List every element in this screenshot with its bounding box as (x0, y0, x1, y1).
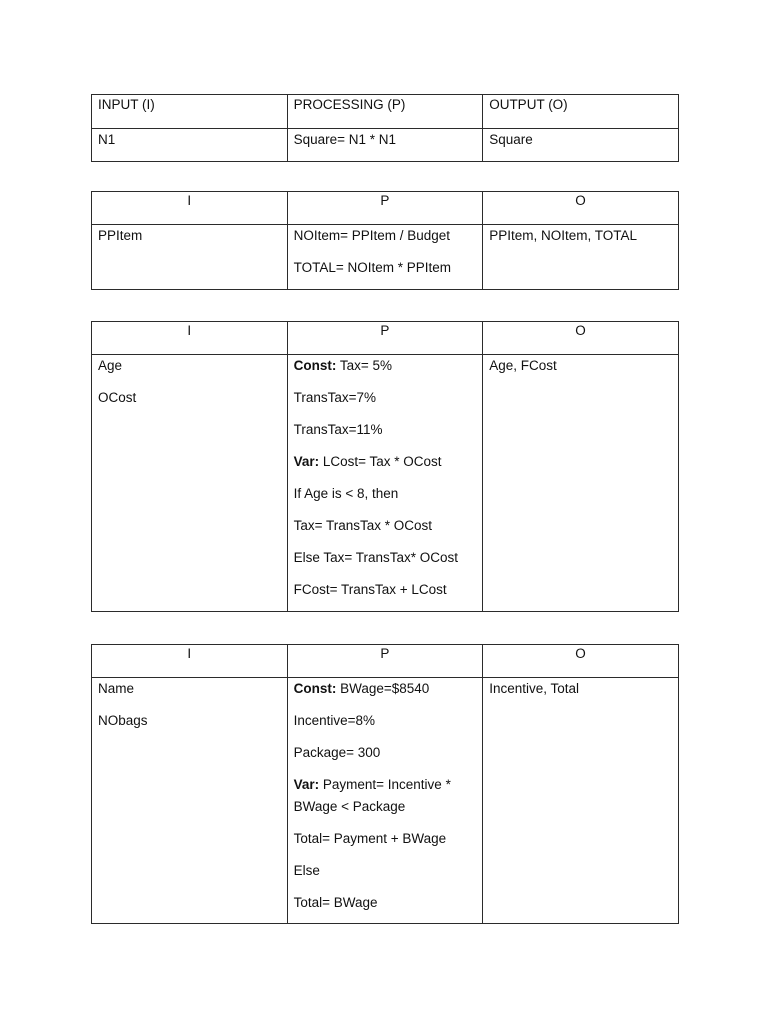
output-cell (483, 129, 679, 162)
processing-cell (287, 225, 483, 290)
input-line: NObags (98, 713, 148, 728)
processing-statement (294, 710, 477, 732)
processing-statement (294, 451, 477, 473)
statement-text: TransTax=7% (293, 390, 377, 405)
input-cell (92, 129, 288, 162)
header-processing: PROCESSING (P) (287, 95, 483, 129)
table-header-row (92, 95, 679, 129)
header-processing: P (287, 192, 483, 225)
ipo-table-4 (91, 644, 679, 924)
processing-statement (294, 355, 477, 377)
header-input: I (92, 645, 288, 678)
statement-text: Square= N1 * N1 (293, 132, 397, 147)
output-cell (483, 355, 679, 612)
processing-statement (294, 774, 477, 818)
table-header-row (92, 192, 679, 225)
table-header-row (92, 645, 679, 678)
statement-text: NOItem= PPItem / Budget (293, 228, 451, 243)
statement-text: TransTax=11% (293, 422, 383, 437)
keyword-label: Var: (293, 777, 320, 792)
output-line: Square (489, 132, 533, 147)
processing-cell (287, 355, 483, 612)
statement-text: FCost= TransTax + LCost (293, 582, 447, 597)
table-header-row (92, 322, 679, 355)
keyword-label: Var: (293, 454, 320, 469)
table-row (92, 678, 679, 924)
header-input: I (92, 322, 288, 355)
processing-statement (294, 419, 477, 441)
output-cell (483, 225, 679, 290)
processing-cell (287, 678, 483, 924)
input-line: N1 (98, 132, 116, 147)
statement-text: LCost= Tax * OCost (319, 454, 442, 469)
input-cell (92, 225, 288, 290)
header-input: INPUT (I) (92, 95, 288, 129)
statement-text: Tax= 5% (336, 358, 393, 373)
processing-statement (294, 515, 477, 537)
processing-statement (294, 892, 477, 914)
statement-text: Else Tax= TransTax* OCost (293, 550, 459, 565)
input-line: PPItem (98, 228, 143, 243)
statement-text: Else (293, 863, 320, 878)
input-line: Age (98, 358, 123, 373)
header-input: I (92, 192, 288, 225)
output-line: Age, FCost (489, 358, 557, 373)
statement-text: Tax= TransTax * OCost (293, 518, 433, 533)
processing-statement (294, 387, 477, 409)
output-line: Incentive, Total (489, 681, 579, 696)
statement-text: Package= 300 (293, 745, 381, 760)
statement-text: Total= BWage (293, 895, 378, 910)
input-line: Name (98, 681, 135, 696)
processing-statement (294, 579, 477, 601)
processing-statement (294, 257, 477, 279)
ipo-table-1 (91, 94, 679, 162)
statement-text: Total= Payment + BWage (293, 831, 447, 846)
processing-statement (294, 860, 477, 882)
header-output: O (483, 192, 679, 225)
processing-statement (294, 129, 477, 151)
processing-statement (294, 483, 477, 505)
processing-cell (287, 129, 483, 162)
ipo-table-3 (91, 321, 679, 612)
header-processing: P (287, 322, 483, 355)
statement-text: TOTAL= NOItem * PPItem (293, 260, 452, 275)
processing-statement (294, 678, 477, 700)
processing-statement (294, 742, 477, 764)
header-output: OUTPUT (O) (483, 95, 679, 129)
keyword-label: Const: (293, 681, 337, 696)
statement-text: BWage=$8540 (336, 681, 430, 696)
statement-text: Incentive=8% (293, 713, 376, 728)
ipo-table-2 (91, 191, 679, 290)
table-row (92, 355, 679, 612)
table-row (92, 129, 679, 162)
processing-statement (294, 225, 477, 247)
input-cell (92, 355, 288, 612)
input-cell (92, 678, 288, 924)
header-processing: P (287, 645, 483, 678)
header-output: O (483, 322, 679, 355)
processing-statement (294, 547, 477, 569)
output-line: PPItem, NOItem, TOTAL (489, 228, 637, 243)
statement-text: If Age is < 8, then (293, 486, 399, 501)
keyword-label: Const: (293, 358, 337, 373)
input-line: OCost (98, 390, 137, 405)
header-output: O (483, 645, 679, 678)
statement-text: Payment= Incentive * BWage < Package (293, 777, 451, 814)
output-cell (483, 678, 679, 924)
processing-statement (294, 828, 477, 850)
table-row (92, 225, 679, 290)
